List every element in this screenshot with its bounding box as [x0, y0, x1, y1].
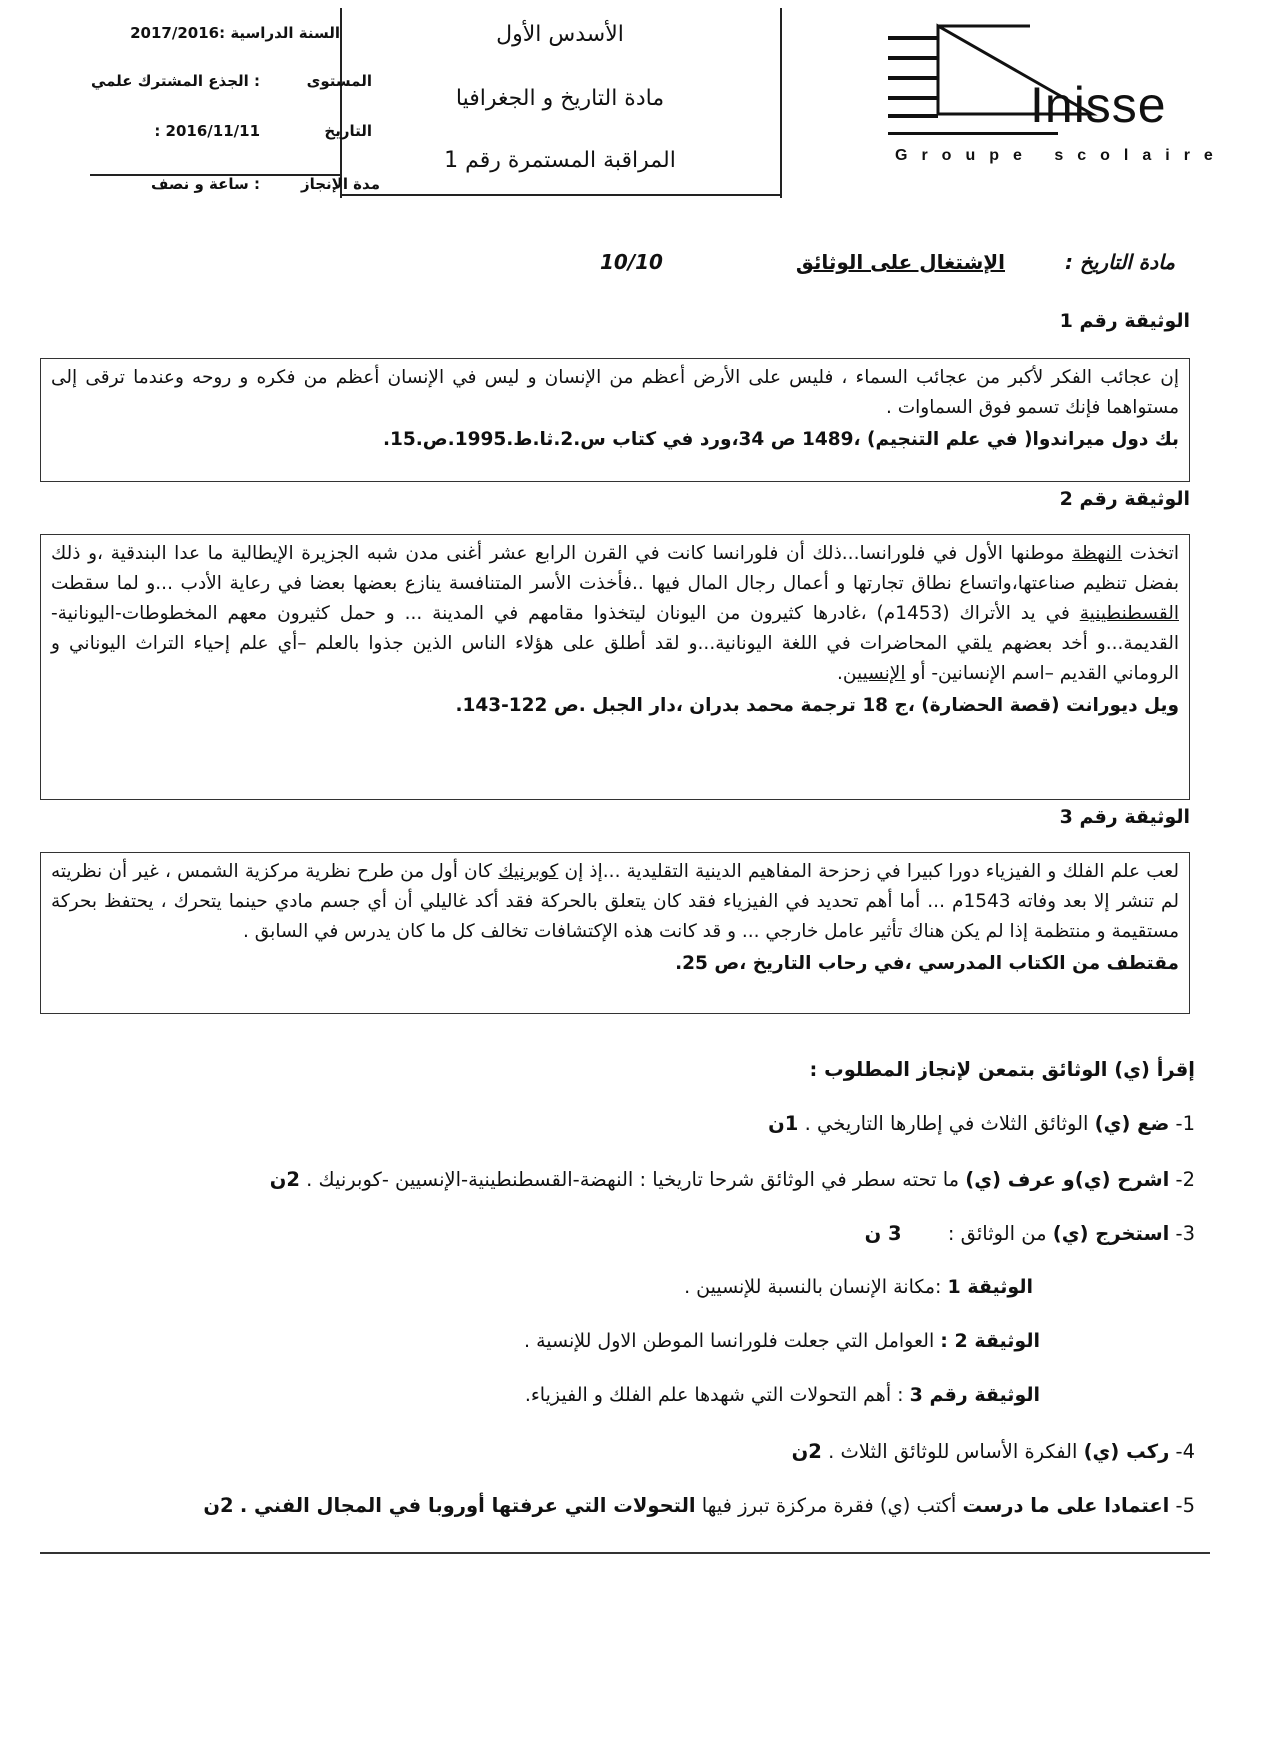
q5-bold-text: التحولات التي عرفتها أوروبا في المجال الفني .	[239, 1494, 696, 1517]
doc2-title: الوثيقة رقم 2	[1059, 488, 1190, 510]
doc2-text	[41, 535, 1189, 689]
doc3-text	[41, 853, 1189, 947]
header-divider-left	[340, 8, 342, 198]
duration-label: مدة الإنجاز	[300, 175, 380, 193]
date-value: 2016/11/11 :	[154, 122, 260, 140]
doc1-box	[40, 358, 1190, 482]
q4-points: 2ن	[791, 1440, 822, 1463]
q3-item-3	[525, 1384, 1040, 1406]
q2-text: ما تحته سطر في الوثائق شرحا تاريخيا : النهضة-القسطنطينية-الإنسيين -كوبرنيك .	[306, 1168, 960, 1191]
q1-num: 1-	[1175, 1112, 1195, 1135]
question-1	[768, 1112, 1195, 1135]
doc2-source: ويل ديورانت (قصة الحضارة) ،ج 18 ترجمة محمد بدران ،دار الجبل .ص 122-143.	[455, 695, 1179, 716]
logo-word: Inisse	[1030, 77, 1167, 133]
term-constantinople: القسطنطينية	[1079, 603, 1179, 624]
doc2-text-a: اتخذت	[1122, 543, 1179, 564]
doc1-source: بك دول ميراندوا( في علم التنجيم) ،1489 ص 34،ورد في كتاب س.2.ثا.ط.1995.ص.15.	[382, 429, 1179, 450]
q3-item-2	[524, 1330, 1040, 1352]
q3b-label: الوثيقة 2 :	[940, 1330, 1040, 1352]
date-label: التاريخ	[324, 122, 372, 140]
q5-verb: اعتمادا على ما درست	[962, 1494, 1170, 1517]
doc3-box	[40, 852, 1190, 1014]
question-3	[865, 1222, 1195, 1245]
doc2-text-b: موطنها الأول في فلورانسا...ذلك أن فلورانسا كانت في القرن الرابع عشر أغنى مدن شبه الجزيرة الإيطالية ما عدا البندقية ،و ذلك بفضل تنظيم صناعتها،واتساع نطاق تجارتها و أعمال رجال المال فيها ..فأخذت الأسر المتنافسة ينازع بعضها بعضا في رعاية الأدب ...و لما سقطت	[51, 543, 1179, 594]
q3b-text: العوامل التي جعلت فلورانسا الموطن الاول للإنسية .	[524, 1330, 935, 1352]
header-divider-right	[780, 8, 782, 198]
q4-text: الفكرة الأساس للوثائق الثلاث .	[828, 1440, 1078, 1463]
q5-num: 5-	[1175, 1494, 1195, 1517]
q2-verb: اشرح (ي)و عرف (ي)	[965, 1168, 1170, 1191]
doc2-text-d: .	[837, 663, 843, 684]
section-score: 10/10	[600, 250, 663, 274]
term-humanists: الإنسيين	[842, 663, 906, 684]
q3c-label: الوثيقة رقم 3	[909, 1384, 1040, 1406]
question-4	[792, 1440, 1195, 1463]
doc3-source: مقتطف من الكتاب المدرسي ،في رحاب التاريخ ،ص 25.	[675, 953, 1179, 974]
exam-title: المراقبة المستمرة رقم 1	[444, 148, 676, 173]
q5-text: أكتب (ي) فقرة مركزة تبرز فيها	[701, 1494, 957, 1517]
q3c-text: : أهم التحولات التي شهدها علم الفلك و الفيزياء.	[524, 1384, 904, 1406]
doc1-text: إن عجائب الفكر لأكبر من عجائب السماء ، فليس على الأرض أعظم من الإنسان و ليس في الإنسان أعظم من فكره و روحه وعندما ترقى إلى مستواهما فإنك تسمو فوق السماوات .	[51, 367, 1179, 418]
q1-text: الوثائق الثلاث في إطارها التاريخي .	[804, 1112, 1089, 1135]
section-subject-label: مادة التاريخ :	[1064, 250, 1175, 274]
level-label: المستوى	[306, 72, 372, 90]
level-value: : الجذع المشترك علمي	[90, 72, 260, 90]
q1-verb: ضع (ي)	[1094, 1112, 1170, 1135]
q2-num: 2-	[1175, 1168, 1195, 1191]
q5-points: 2ن	[203, 1494, 234, 1517]
q3-num: 3-	[1175, 1222, 1195, 1245]
subject: مادة التاريخ و الجغرافيا	[455, 86, 665, 111]
doc2-text-c: في يد الأتراك (1453م) ،غادرها كثيرون من اليونان ليتخذوا مقامهم في المدينة ... و حمل كثيرون معهم المخطوطات-اليونانية- القديمة...و أخد بعضهم يلقي المحاضرات في اللغة اليونانية...و لقد أطلق على هؤلاء الناس الذين جذوا بالعلم –أي علم إحياء التراث اليوناني و الروماني القديم –اسم الإنسانين- أو	[51, 603, 1179, 684]
q3-points: 3 ن	[864, 1222, 902, 1245]
question-5	[203, 1494, 1195, 1517]
doc3-text-b: كان أول من طرح نظرية مركزية الشمس ، غير أن نظريته لم تنشر إلا بعد وفاته 1543م ... أما أهم تحديد في الفيزياء فقد كان يتعلق بالحركة فقد أكد غاليلي أن أي جسم مادي حينما يتحرك ، يحتفظ بحركة مستقيمة و منتظمة إذا لم يكن هناك تأثير عامل خارجي ... و قد كانت هذه الإكتشافات تخالف كل ما كان يدرس في السابق .	[51, 861, 1179, 942]
term-copernicus: كوبرنيك	[498, 861, 559, 882]
semester: الأسدس الأول	[496, 22, 624, 47]
q3a-label: الوثيقة 1	[947, 1276, 1033, 1298]
q2-points: 2ن	[269, 1168, 300, 1191]
doc3-text-a: لعب علم الفلك و الفيزياء دورا كبيرا في زحزحة المفاهيم الدينية التقليدية ...إذ إن	[558, 861, 1179, 882]
header-bottom-line	[340, 194, 782, 196]
doc2-box	[40, 534, 1190, 800]
section-title: الإشتغال على الوثائق	[795, 250, 1005, 274]
q3-item-1	[684, 1276, 1033, 1298]
questions-intro: إقرأ (ي) الوثائق بتمعن لإنجاز المطلوب :	[809, 1058, 1195, 1081]
q1-points: 1ن	[768, 1112, 799, 1135]
q4-verb: ركب (ي)	[1083, 1440, 1170, 1463]
q3-text: من الوثائق :	[947, 1222, 1047, 1245]
term-nahda: النهظة	[1072, 543, 1123, 564]
q4-num: 4-	[1175, 1440, 1195, 1463]
logo-subtitle: Groupe scolaire	[895, 147, 1227, 164]
q3a-text: :مكانة الإنسان بالنسبة للإنسيين .	[684, 1276, 942, 1298]
duration-value: : ساعة و نصف	[151, 175, 260, 193]
school-year: السنة الدراسية :2017/2016	[130, 24, 340, 42]
footer-line	[40, 1552, 1210, 1554]
q3-verb: استخرج (ي)	[1052, 1222, 1170, 1245]
doc3-title: الوثيقة رقم 3	[1059, 806, 1190, 828]
doc1-title: الوثيقة رقم 1	[1059, 310, 1190, 332]
question-2	[270, 1168, 1195, 1191]
